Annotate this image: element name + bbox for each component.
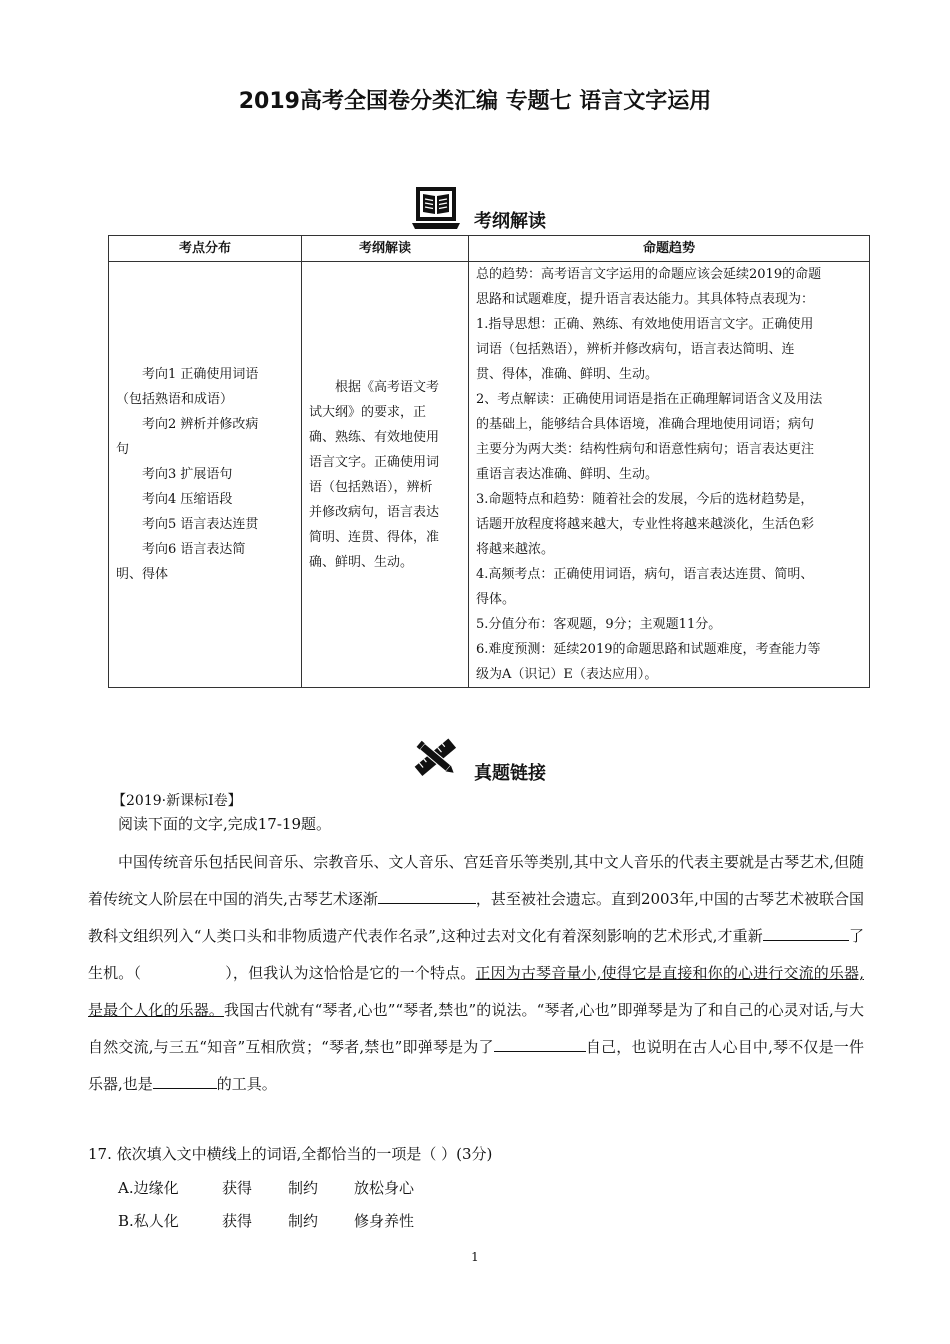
blank-line[interactable] (763, 922, 849, 941)
trend-line: 主要分为两大类：结构性病句和语意性病句；语言表达更注 (476, 442, 815, 457)
outline-table (108, 235, 870, 688)
trend-line: 的基础上，能够结合具体语境，准确合理地使用词语；病句 (476, 417, 815, 432)
blank-line[interactable] (494, 1033, 586, 1052)
option-b[interactable] (118, 1208, 414, 1234)
trend-line: 6.难度预测：延续2019的命题思路和试题难度，考查能力等 (476, 642, 821, 657)
trend-line: 1.指导思想：正确、熟练、有效地使用语言文字。正确使用 (476, 317, 814, 332)
trend-line: 3.命题特点和趋势：随着社会的发展，今后的选材趋势是， (476, 492, 814, 507)
trend-line: 贯、得体，准确、鲜明、生动。 (476, 367, 659, 382)
syllabus-line: 简明、连贯、得体，准 (309, 529, 440, 545)
trend-line: 重语言表达准确、鲜明、生动。 (476, 467, 659, 482)
passage-text: 我国古代就有“琴者,心也”“琴者,禁也”的说法。“琴者,心也”即弹琴是为了和自己的心灵对话,与大自然交流,与三五“知音”互相欣赏；“琴者,禁也”即弹琴是为了 (88, 1001, 864, 1056)
topic-line: 考向2 辨析并修改病 (142, 417, 259, 432)
passage-text: 了生机。（ (88, 927, 864, 982)
table-header: 考点分布 (109, 236, 302, 262)
passage-text: 中国传统音乐包括民间音乐、宗教音乐、文人音乐、宫廷音乐等类别,其中文人音乐的代表主要就是古琴艺术,但随着传统文人阶层在中国的消失,古琴艺术逐渐 (88, 853, 864, 908)
trend-line: 词语（包括熟语），辨析并修改病句，语言表达简明、连 (476, 342, 795, 357)
topic-line: 考向4 压缩语段 (142, 492, 233, 507)
table-cell-trends (469, 262, 870, 688)
passage-text: 的工具。 (216, 1075, 277, 1093)
table-cell-syllabus (302, 262, 469, 688)
trend-line: 话题开放程度将越来越大，专业性将越来越淡化，生活色彩 (476, 517, 815, 532)
syllabus-line: 并修改病句，语言表达 (309, 504, 440, 520)
option-b-word-2: 获得 (222, 1212, 253, 1230)
trend-line: 4.高频考点：正确使用词语，病句，语言表达连贯、简明、 (476, 567, 814, 582)
passage-text: ），但我认为这恰恰是它的一个特点。 (225, 964, 476, 982)
blank-line[interactable] (153, 1070, 217, 1089)
passage-text: ，甚至被社会遗忘。直到2003年,中国的古琴艺术被联合国教科文组织列入“人类口头和非物质遗产代表作名录”,这种过去对文化有着深刻影响的艺术形式,才重新 (88, 890, 864, 945)
syllabus-line: 试大纲》的要求，正 (309, 404, 427, 420)
topic-line: 考向3 扩展语句 (142, 467, 233, 482)
syllabus-line: 确、鲜明、生动。 (309, 554, 414, 570)
topic-line: 考向1 正确使用词语 (142, 367, 259, 382)
trend-line: 得体。 (476, 592, 516, 607)
ruler-pencil-icon (412, 735, 460, 781)
topic-line: 句 (116, 442, 130, 457)
section-header-outline (0, 185, 950, 231)
trend-line: 5.分值分布：客观题，9分；主观题11分。 (476, 617, 722, 632)
option-a-word-3: 制约 (288, 1179, 319, 1197)
underlined-sentence: 正因为古琴音量小,使得它是直接和你的心进行交流的乐器,是最个人化的乐器。 (88, 964, 864, 1019)
blank-line[interactable] (378, 885, 476, 904)
trend-line: 级为A（识记）E（表达应用）。 (476, 667, 658, 682)
table-header: 命题趋势 (469, 236, 870, 262)
question-17: 17. 依次填入文中横线上的词语,全都恰当的一项是（ ）(3分) (88, 1145, 493, 1163)
page-number: 1 (471, 1250, 479, 1264)
topic-line: 考向6 语言表达简 (142, 542, 246, 557)
trend-line: 2、考点解读：正确使用词语是指在正确理解词语含义及用法 (476, 392, 823, 407)
topic-line: 明、得体 (116, 567, 169, 582)
reading-passage (88, 810, 864, 1103)
trend-line: 总的趋势：高考语言文字运用的命题应该会延续2019的命题 (476, 267, 822, 282)
question-source: 【2019·新课标I卷】 (112, 793, 242, 809)
option-b-word-3: 制约 (288, 1212, 319, 1230)
option-a-word-1: A.边缘化 (118, 1179, 179, 1197)
syllabus-line: 语（包括熟语），辨析 (309, 479, 433, 495)
topic-line: 考向5 语言表达连贯 (142, 517, 259, 532)
passage-paragraph (88, 844, 864, 1103)
book-laptop-icon (412, 185, 460, 231)
trend-line: 思路和试题难度，提升语言表达能力。其具体特点表现为： (476, 292, 815, 307)
table-cell-topics (109, 262, 302, 688)
option-b-word-1: B.私人化 (118, 1212, 179, 1230)
option-b-word-4: 修身养性 (354, 1212, 415, 1230)
trend-line: 将越来越浓。 (476, 542, 555, 557)
syllabus-line: 语言文字。正确使用词 (309, 454, 440, 470)
table-header: 考纲解读 (302, 236, 469, 262)
section-label-outline: 考纲解读 (474, 211, 546, 232)
option-a[interactable] (118, 1175, 414, 1201)
syllabus-line: 根据《高考语文考 (335, 379, 440, 395)
section-label-questions: 真题链接 (474, 763, 546, 784)
syllabus-line: 确、熟练、有效地使用 (309, 429, 440, 445)
topic-line: （包括熟语和成语） (116, 392, 234, 407)
instruction: 阅读下面的文字,完成17-19题。 (118, 815, 332, 833)
option-a-word-4: 放松身心 (354, 1179, 415, 1197)
page-title: 2019高考全国卷分类汇编 专题七 语言文字运用 (238, 89, 712, 114)
passage-text: 自己，也说明在古人心目中,琴不仅是一件乐器,也是 (88, 1038, 864, 1093)
section-header-questions (0, 735, 950, 784)
option-a-word-2: 获得 (222, 1179, 253, 1197)
